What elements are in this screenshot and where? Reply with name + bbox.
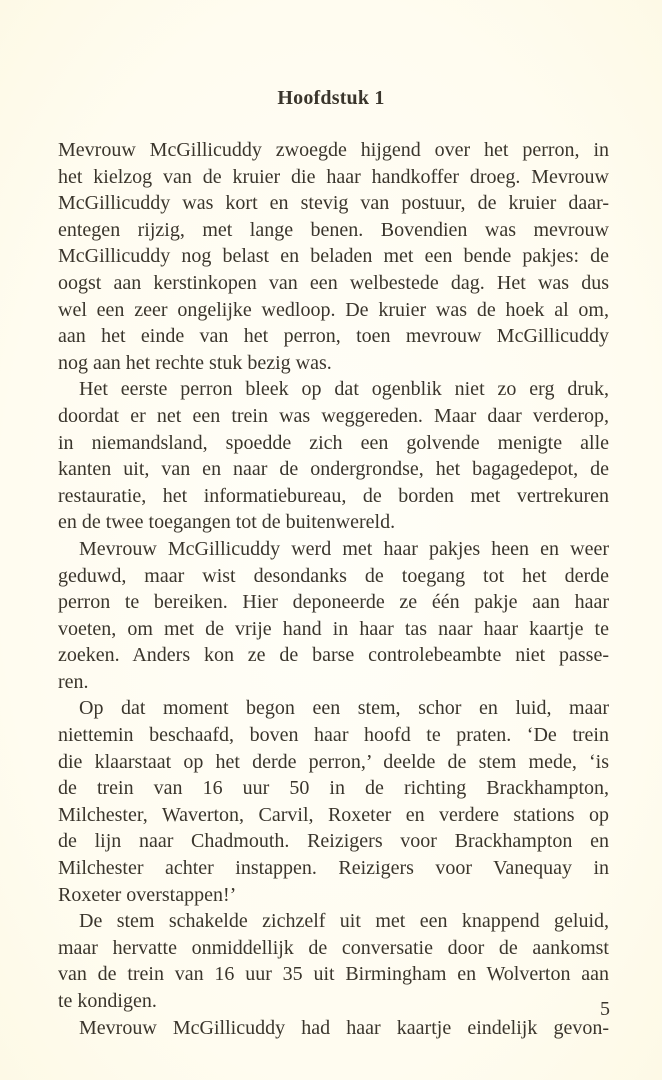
page-number: 5	[600, 998, 610, 1020]
text-line: De stem schakelde zichzelf uit met een knappend geluid,	[79, 910, 609, 933]
text-line: nog aan het rechte stuk bezig was.	[58, 351, 332, 374]
text-line: Milchester achter instappen. Reizigers voor Vanequay in	[58, 857, 609, 880]
text-line: Op dat moment begon een stem, schor en luid, maar	[79, 697, 609, 720]
text-line: de lijn naar Chadmouth. Reizigers voor Brackhampton en	[58, 830, 609, 853]
paragraph	[58, 536, 609, 696]
text-line: Mevrouw McGillicuddy zwoegde hijgend over het perron, in	[58, 139, 609, 161]
text-line: Milchester, Waverton, Carvil, Roxeter en verdere stations op	[58, 803, 609, 826]
paragraph	[58, 908, 609, 1014]
text-line: perron te bereiken. Hier deponeerde ze één pakje aan haar	[58, 591, 609, 614]
text-line: van de trein van 16 uur 35 uit Birmingham en Wolverton aan	[58, 963, 609, 986]
text-line: te kondigen.	[58, 990, 157, 1012]
paragraph	[58, 695, 609, 908]
text-line: kanten uit, van en naar de ondergrondse, het bagagedepot, de	[58, 458, 609, 481]
text-line: zoeken. Anders kon ze de barse controlebeambte niet passe-	[58, 644, 609, 667]
text-line: de trein van 16 uur 50 in de richting Brackhampton,	[58, 777, 609, 800]
text-line: wel een zeer ongelijke wedloop. De kruier was de hoek al om,	[58, 298, 609, 321]
paragraph	[58, 376, 609, 536]
text-line: Mevrouw McGillicuddy had haar kaartje eindelijk gevon-	[79, 1016, 609, 1039]
text-line: doordat er net een trein was weggereden. Maar daar verderop,	[58, 404, 609, 427]
chapter-title: Hoofdstuk 1	[277, 87, 385, 109]
paragraph	[58, 137, 609, 376]
text-line: Mevrouw McGillicuddy werd met haar pakjes heen en weer	[79, 537, 609, 560]
text-line: die klaarstaat op het derde perron,’ deelde de stem mede, ‘is	[58, 750, 609, 773]
text-line: entegen rijzig, met lange benen. Bovendien was mevrouw	[58, 218, 609, 241]
text-line: ren.	[58, 670, 89, 693]
text-line: het kielzog van de kruier die haar handkoffer droeg. Mevrouw	[58, 165, 609, 188]
text-line: niettemin beschaafd, boven haar hoofd te praten. ‘De trein	[58, 724, 609, 747]
paragraph	[58, 1015, 609, 1042]
text-line: in niemandsland, spoedde zich een golvende menigte alle	[58, 431, 609, 454]
text-line: McGillicuddy was kort en stevig van postuur, de kruier daar-	[58, 192, 609, 215]
text-line: McGillicuddy nog belast en beladen met een bende pakjes: de	[58, 245, 609, 268]
text-line: maar hervatte onmiddellijk de conversatie door de aankomst	[58, 936, 609, 959]
text-line: Roxeter overstappen!’	[58, 883, 237, 906]
text-line: voeten, om met de vrije hand in haar tas naar haar kaartje te	[58, 617, 609, 640]
text-line: Het eerste perron bleek op dat ogenblik niet zo erg druk,	[79, 378, 609, 401]
text-line: oogst aan kerstinkopen van een welbestede dag. Het was dus	[58, 271, 609, 294]
body-text	[58, 137, 609, 1041]
text-line: geduwd, maar wist desondanks de toegang tot het derde	[58, 564, 609, 587]
text-line: en de twee toegangen tot de buitenwereld.	[58, 511, 396, 534]
text-line: restauratie, het informatiebureau, de borden met vertrekuren	[58, 484, 609, 507]
text-line: aan het einde van het perron, toen mevrouw McGillicuddy	[58, 325, 609, 348]
